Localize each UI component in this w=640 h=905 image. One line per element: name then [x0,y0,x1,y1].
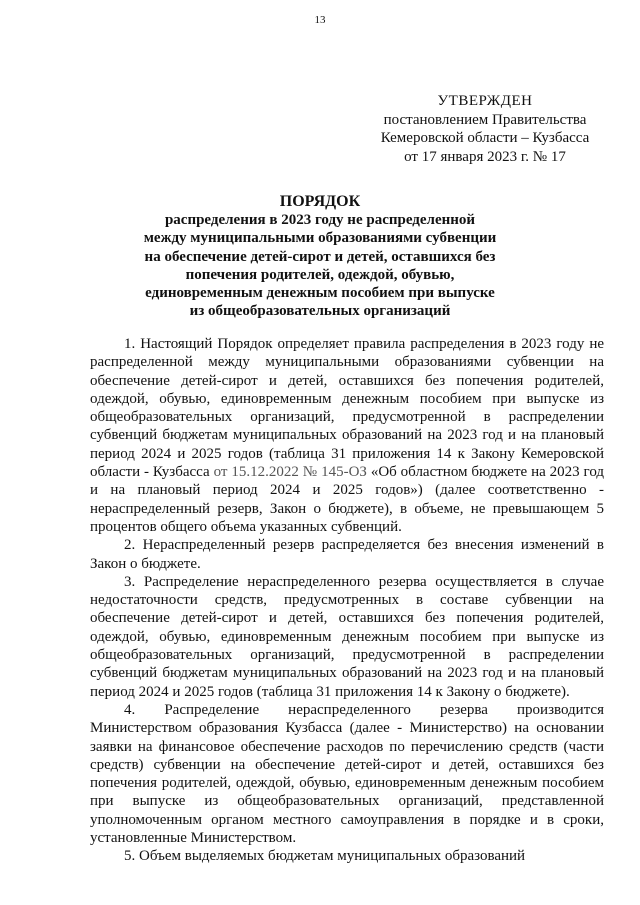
document-body [90,335,604,866]
approval-line: Кемеровской области – Кузбасса [380,130,590,146]
title-line: между муниципальными образованиями субвенции [143,230,497,247]
title-line: попечения родителей, одеждой, обувью, [185,266,455,283]
paragraph-1 [90,335,604,536]
page-number: 13 [314,14,326,26]
approval-stamp [372,92,598,166]
title-heading: ПОРЯДОК [279,193,361,210]
title-line: единовременным денежным пособием при выпуске [145,285,495,302]
approval-line: от 17 января 2023 г. № 17 [404,148,566,165]
title-line: на обеспечение детей-сирот и детей, оставшихся без [144,248,496,265]
approval-line: постановлением Правительства [383,111,587,128]
approval-title: УТВЕРЖДЕН [437,93,533,109]
law-reference: от 15.12.2022 № 145-ОЗ [213,464,367,481]
title-line: из общеобразовательных организаций [189,303,451,320]
paragraph-3: 3. Распределение нераспределенного резерва осуществляется в случае недостаточности средств, предусмотренных в составе субвенции на обеспечение детей-сирот и детей, оставшихся без попечения родителей, одеждой, обувью, единовременным денежным пособием при выпуске из общеобразовательных организаций, предусмотренной в распределении субвенций бюджетам муниципальных образований на 2023 год и на плановый период 2024 и 2025 годов (таблица 31 приложения 14 к Закону о бюджете). [90,573,604,700]
title-line: распределения в 2023 году не распределенной [164,212,476,229]
paragraph-2: 2. Нераспределенный резерв распределяется без внесения изменений в Закон о бюджете. [90,537,604,572]
paragraph-4: 4. Распределение нераспределенного резерва производится Министерством образования Кузбасса (далее - Министерство) на основании заявки на финансовое обеспечение расходов по перечислению средств (части средств) субвенции на обеспечение детей-сирот и детей, оставшихся без попечения родителей, одеждой, обувью, единовременным денежным пособием при выпуске из общеобразовательных организаций, представленной уполномоченным органом местного самоуправления в порядке и в сроки, установленные Министерством. [90,701,604,847]
paragraph-1-text-end: «Об областном бюджете на 2023 год и на плановый период 2024 и 2025 годов») (далее соответственно - нераспределенный резерв, Закон о бюджете), в объеме, не превышающем 5 процентов общего объема указанных субвенций. [90,464,605,535]
paragraph-1-text: 1. Настоящий Порядок определяет правила распределения в 2023 году не распределенной между муниципальными образованиями субвенции на обеспечение детей-сирот и детей, оставшихся без попечения родителей, одеждой, обувью, единовременным денежным пособием при выпуске из общеобразовательных организаций, предусмотренной в распределении субвенций бюджетам муниципальных образований на 2023 год и на плановый период 2024 и 2025 годов (таблица 31 приложения 14 к Закону Кемеровской области - Кузбасса [90,336,604,481]
paragraph-5: 5. Объем выделяемых бюджетам муниципальных образований [124,848,526,865]
document-title [100,193,540,320]
